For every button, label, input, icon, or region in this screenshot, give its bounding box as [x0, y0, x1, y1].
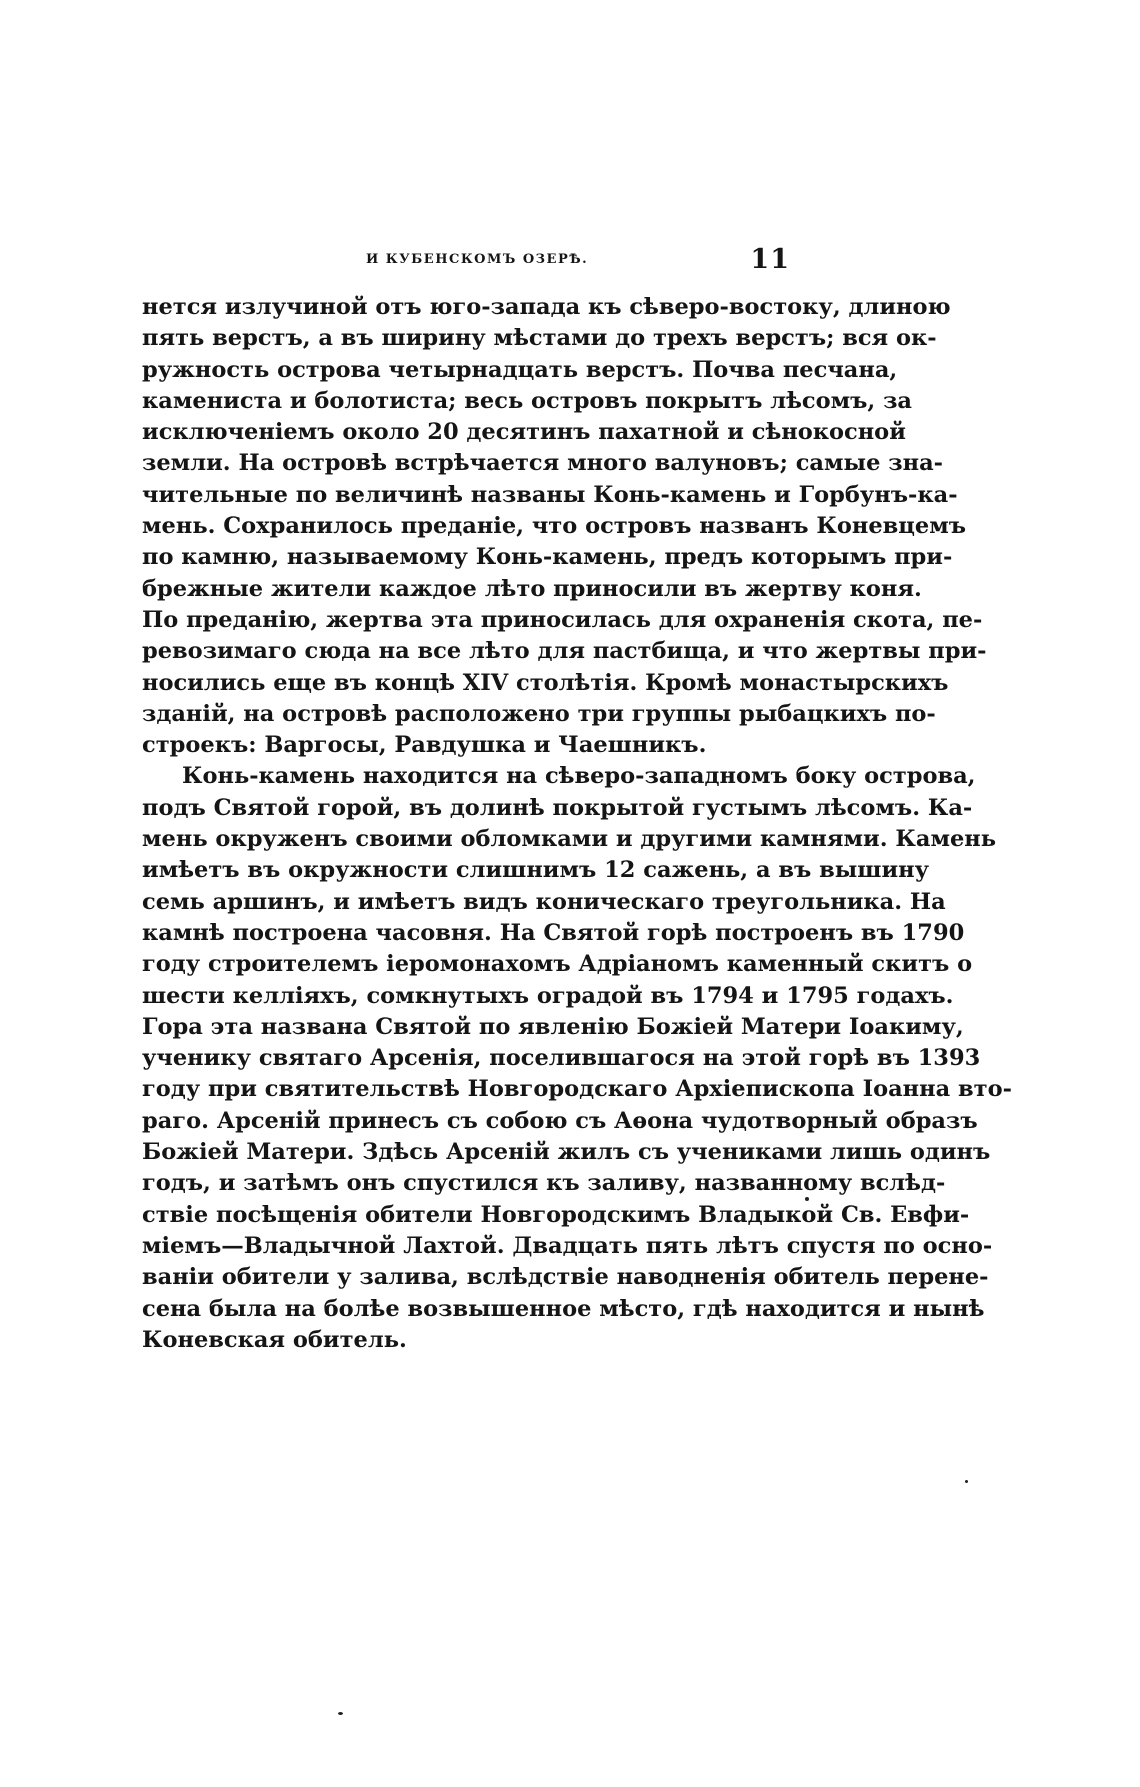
body-text — [142, 292, 1012, 1356]
scan-speck — [338, 1712, 343, 1715]
text-line: шести келліяхъ, сомкнутыхъ оградой въ 1794 и 1795 годахъ. — [142, 982, 954, 1009]
text-line: году при святительствѣ Новгородскаго Архіепископа Іоанна вто- — [142, 1076, 1012, 1103]
text-line: семь аршинъ, и имѣетъ видъ коническаго треугольника. На — [142, 888, 946, 915]
text-line: міемъ—Владычной Лахтой. Двадцать пять лѣтъ спустя по осно- — [142, 1232, 993, 1259]
text-line: подъ Святой горой, въ долинѣ покрытой густымъ лѣсомъ. Ка- — [142, 794, 973, 821]
text-line: году строителемъ іеромонахомъ Адріаномъ каменный скитъ о — [142, 951, 973, 978]
text-line: ствіе посѣщенія обители Новгородскимъ Владыкой Св. Евфи- — [142, 1201, 970, 1228]
text-line: по камню, называемому Конь-камень, предъ которымъ при- — [142, 544, 953, 571]
running-header — [142, 246, 794, 286]
text-line: камениста и болотиста; весь островъ покрытъ лѣсомъ, за — [142, 387, 913, 414]
text-line: ружность острова четырнадцать верстъ. Почва песчана, — [142, 356, 898, 383]
text-line: ученику святаго Арсенія, поселившагося на этой горѣ въ 1393 — [142, 1045, 981, 1072]
text-line: мень окруженъ своими обломками и другими камнями. Камень — [142, 826, 997, 853]
scan-speck — [805, 1197, 809, 1201]
text-line: пять верстъ, а въ ширину мѣстами до трехъ верстъ; вся ок- — [142, 325, 937, 352]
text-line: имѣетъ въ окружности слишнимъ 12 сажень, а въ вышину — [142, 857, 930, 884]
text-line: носились еще въ концѣ XIV столѣтія. Кромѣ монастырскихъ — [142, 669, 949, 696]
text-line: чительные по величинѣ названы Конь-камень и Горбунъ-ка- — [142, 481, 958, 508]
scan-speck — [965, 1480, 968, 1483]
running-title: И КУБЕНСКОМЪ ОЗЕРѢ. — [366, 252, 589, 267]
text-line: исключеніемъ около 20 десятинъ пахатной и сѣнокосной — [142, 419, 906, 446]
paragraph-1 — [142, 292, 987, 761]
paragraph-2 — [142, 761, 1012, 1356]
text-line: нется излучиной отъ юго-запада къ сѣверо-востоку, длиною — [142, 294, 951, 320]
text-line: зданій, на островѣ расположено три группы рыбацкихъ по- — [142, 700, 936, 727]
text-line: ваніи обители у залива, вслѣдствіе наводненія обитель перене- — [142, 1264, 989, 1291]
text-line: земли. На островѣ встрѣчается много валуновъ; самые зна- — [142, 450, 943, 477]
text-line: камнѣ построена часовня. На Святой горѣ построенъ въ 1790 — [142, 919, 965, 946]
text-line: сена была на болѣе возвышенное мѣсто, гдѣ находится и нынѣ — [142, 1295, 985, 1322]
text-line: мень. Сохранилось преданіе, что островъ названъ Коневцемъ — [142, 513, 967, 540]
text-line: брежные жители каждое лѣто приносили въ жертву коня. — [142, 575, 922, 602]
text-line: ревозимаго сюда на все лѣто для пастбища, и что жертвы при- — [142, 638, 987, 665]
page-number: 11 — [750, 244, 790, 275]
text-line: Конь-камень находится на сѣверо-западномъ боку острова, — [182, 763, 976, 790]
text-line: Коневская обитель. — [142, 1326, 407, 1353]
text-line: Божіей Матери. Здѣсь Арсеній жилъ съ учениками лишь одинъ — [142, 1139, 991, 1166]
text-line: Гора эта названа Святой по явленію Божіей Матери Іоакиму, — [142, 1013, 964, 1040]
text-line: строекъ: Варгосы, Равдушка и Чаешникъ. — [142, 732, 707, 759]
text-line: годъ, и затѣмъ онъ спустился къ заливу, названному вслѣд- — [142, 1170, 946, 1197]
text-line: По преданію, жертва эта приносилась для охраненія скота, пе- — [142, 606, 983, 633]
text-line: раго. Арсеній принесъ съ собою съ Аѳона чудотворный образъ — [142, 1107, 978, 1134]
